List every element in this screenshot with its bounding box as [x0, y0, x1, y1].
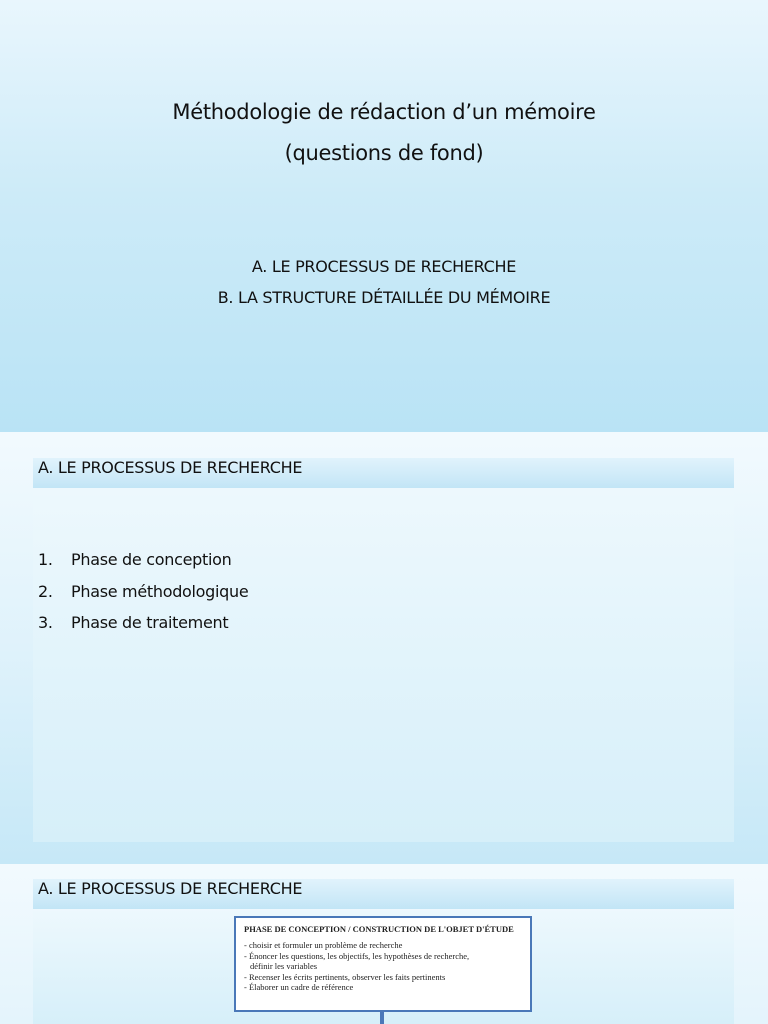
phase-item-1	[38, 550, 231, 569]
box-title: PHASE DE CONCEPTION / CONSTRUCTION DE L'OBJET D'ÉTUDE	[244, 924, 514, 934]
box-line-2: - Énoncer les questions, les objectifs, les hypothèses de recherche,	[244, 950, 470, 961]
slide-title-line-1: Méthodologie de rédaction d’un mémoire	[172, 100, 596, 124]
phase-item-3	[38, 613, 228, 632]
title-slide	[0, 0, 768, 432]
box-line-4: - Recenser les écrits pertinents, observer les faits pertinents	[244, 971, 446, 982]
section-header: A. LE PROCESSUS DE RECHERCHE	[38, 879, 303, 898]
process-slide	[0, 432, 768, 864]
phase-item-2	[38, 582, 248, 601]
phase-number: 2.	[38, 582, 53, 601]
box-line-5: - Élaborer un cadre de référence	[244, 982, 354, 992]
toc-item-b: B. LA STRUCTURE DÉTAILLÉE DU MÉMOIRE	[217, 288, 551, 307]
content-panel	[33, 490, 734, 842]
conception-phase-box	[234, 916, 532, 1012]
section-header: A. LE PROCESSUS DE RECHERCHE	[38, 458, 303, 477]
phase-number: 3.	[38, 613, 53, 632]
toc-item-a: A. LE PROCESSUS DE RECHERCHE	[251, 257, 517, 276]
phase-label: Phase méthodologique	[71, 582, 249, 601]
box-line-3: définir les variables	[250, 961, 318, 971]
box-line-1: - choisir et formuler un problème de recherche	[244, 940, 403, 950]
phase-number: 1.	[38, 550, 53, 569]
phase-label: Phase de traitement	[71, 613, 229, 632]
phase-label: Phase de conception	[71, 550, 232, 569]
slide-title-line-2: (questions de fond)	[284, 141, 484, 165]
down-arrow-icon	[380, 1012, 384, 1024]
